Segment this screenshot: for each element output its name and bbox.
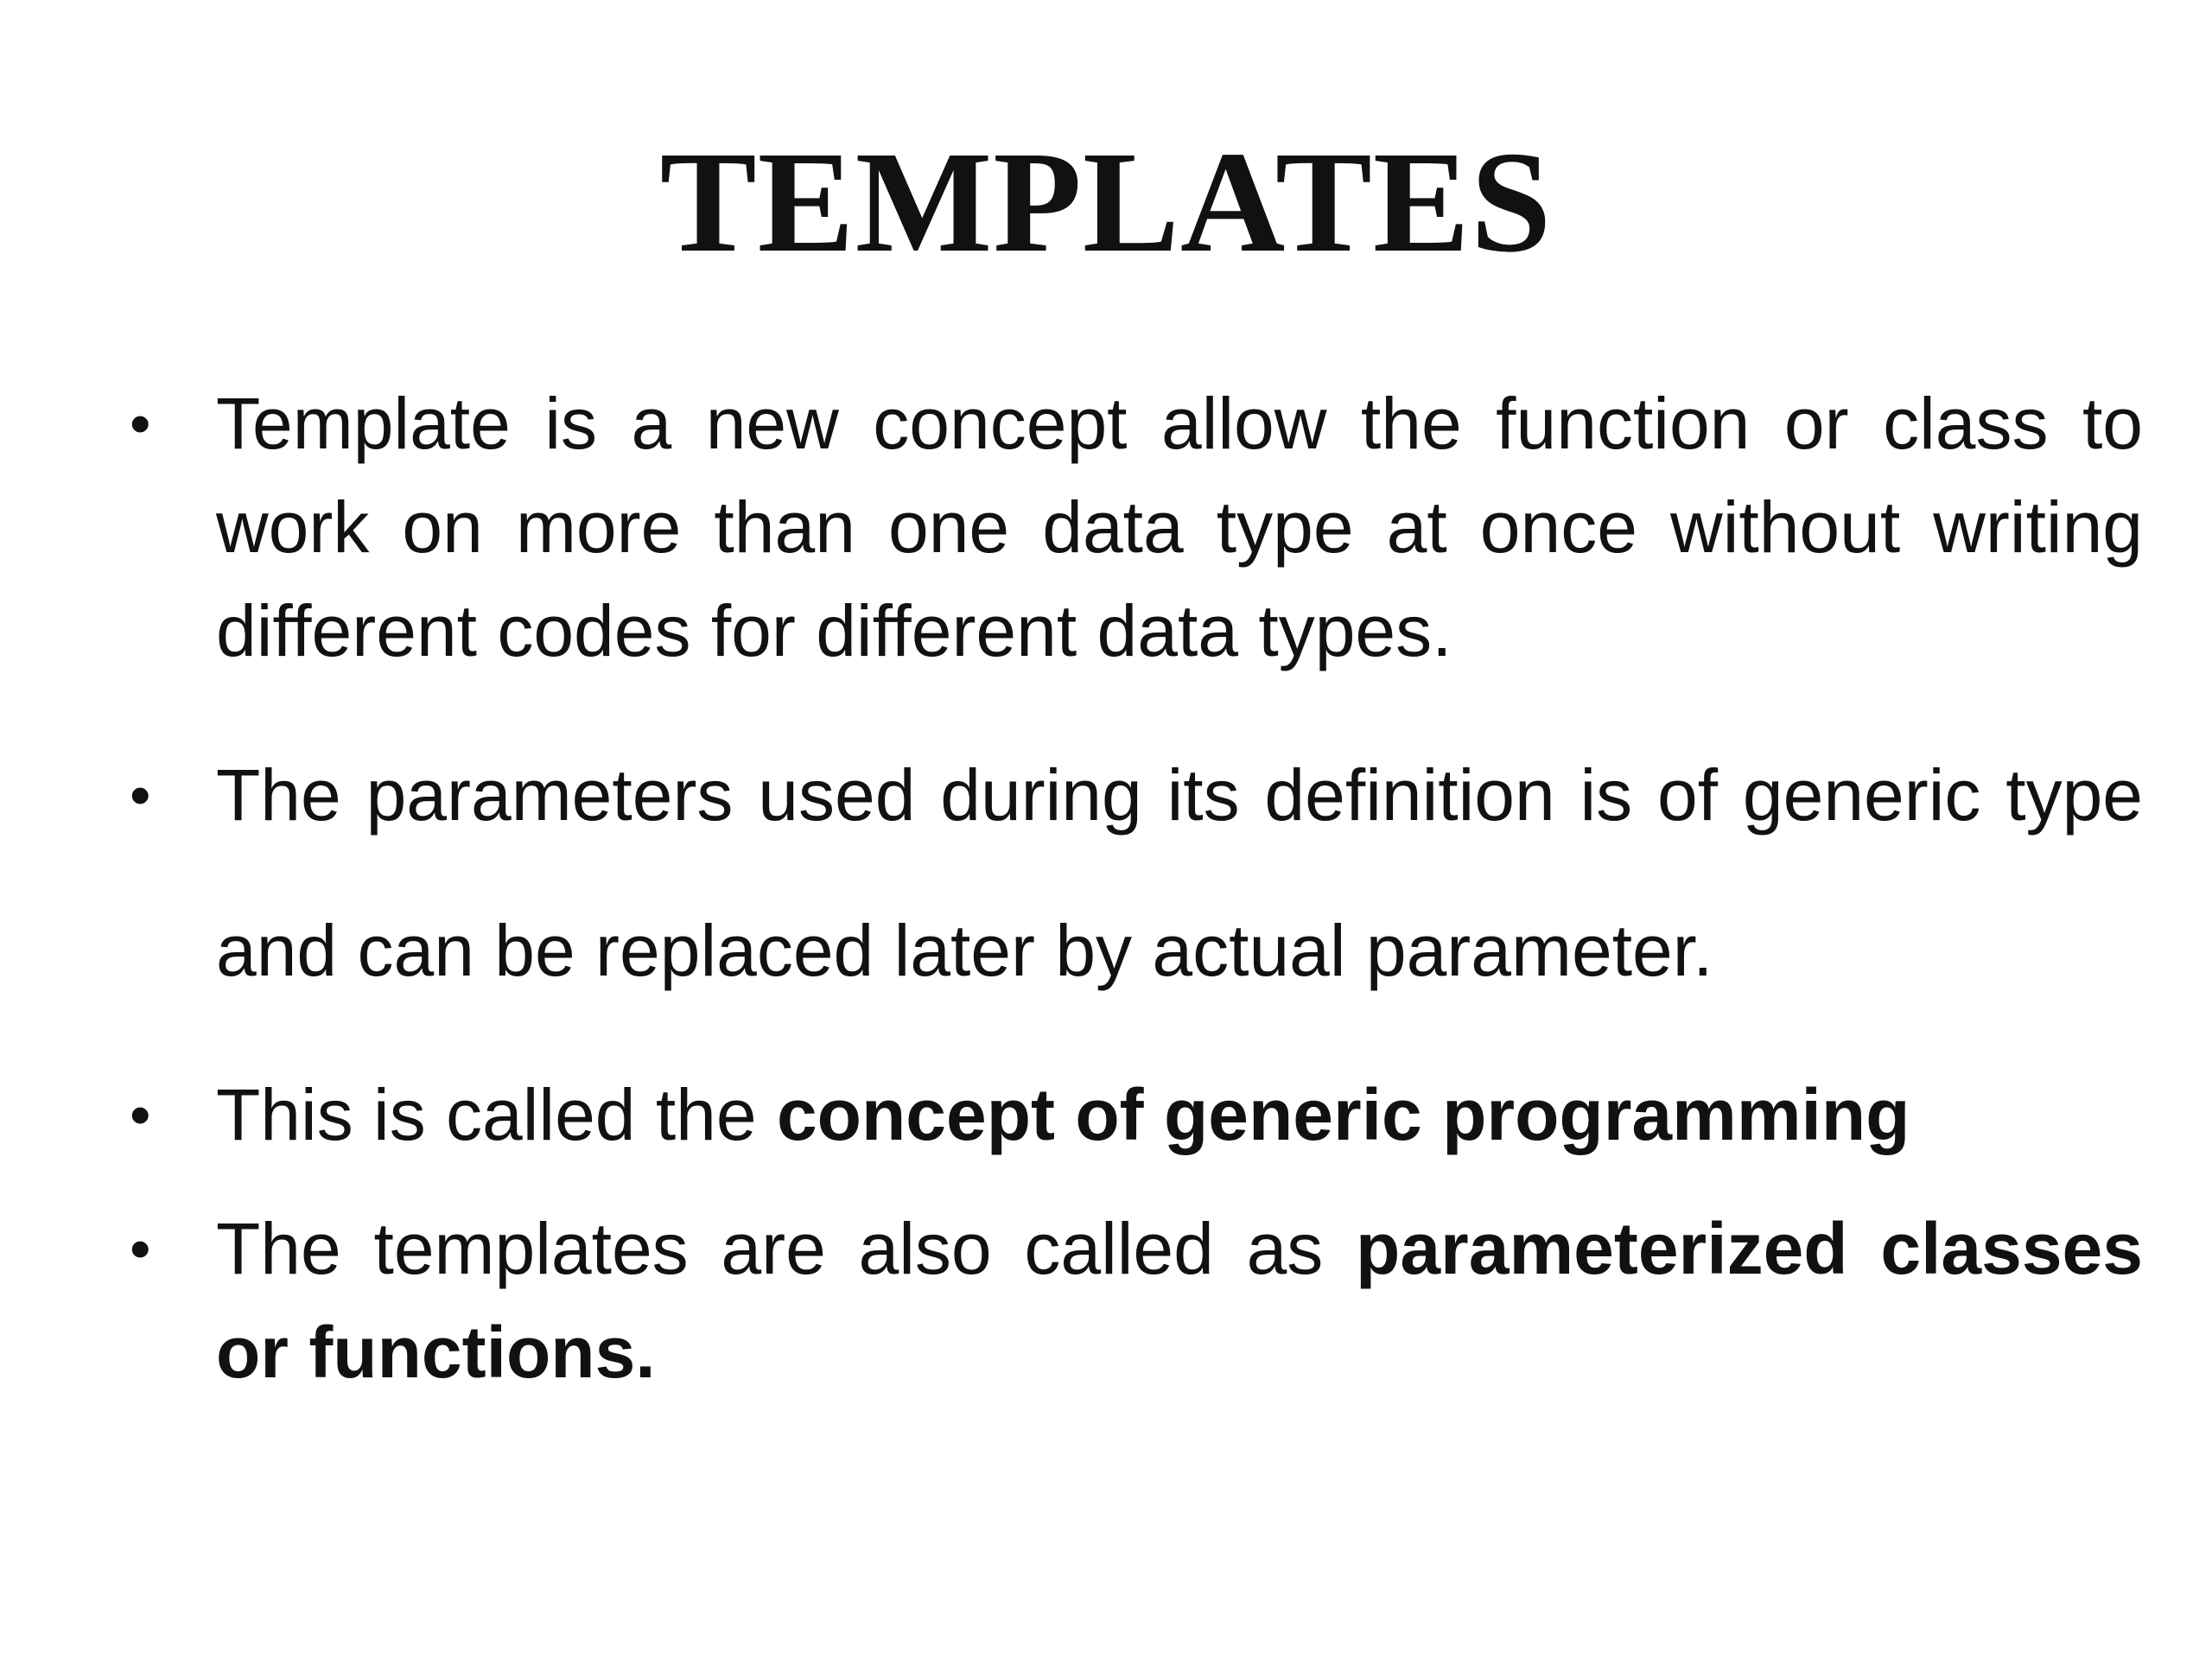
- bullet-bold-text: concept of generic programming: [776, 1074, 1910, 1155]
- bullet-item: [130, 372, 2143, 683]
- bullet-text: The parameters used during its definition is of generic type and can be replaced later by actual parameter.: [216, 754, 2143, 991]
- bullet-item: [130, 1063, 2143, 1166]
- bullet-text: Template is a new concept allow the function or class to work on more than one data type at once without writing different codes for different data types.: [216, 383, 2143, 671]
- bullet-text: The templates are also called as: [216, 1208, 1357, 1289]
- slide-title: TEMPLATES: [659, 122, 1553, 283]
- bullet-list: [130, 372, 2143, 1404]
- bullet-item: [130, 1197, 2143, 1404]
- bullet-bold-text: parameterized classes or functions.: [216, 1208, 2143, 1393]
- bullet-text: This is called the: [216, 1074, 777, 1155]
- bullet-item: [130, 717, 2143, 1028]
